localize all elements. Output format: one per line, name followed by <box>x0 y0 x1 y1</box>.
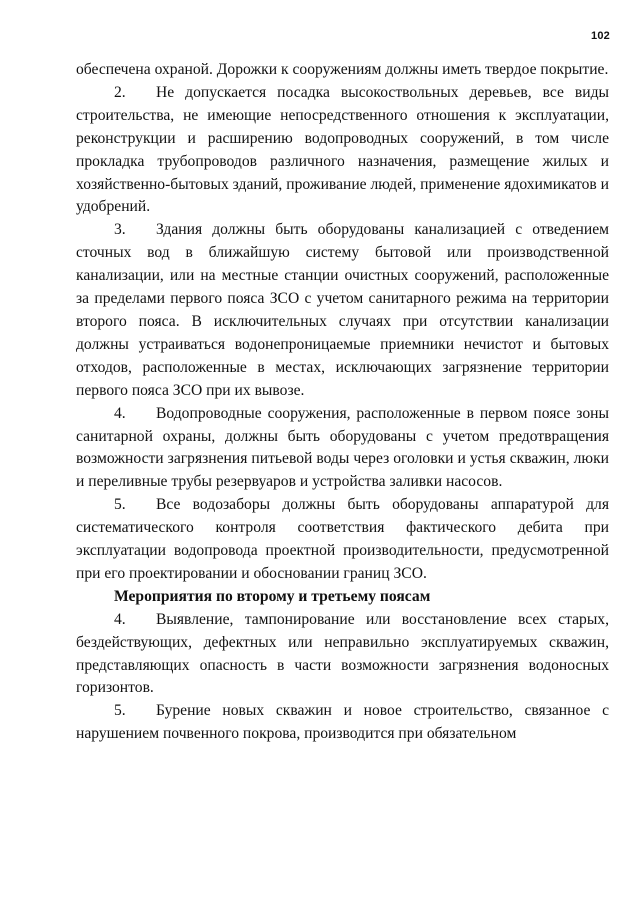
paragraph-text: Все водозаборы должны быть оборудованы аппаратурой для систематического контроля соответствия фактического дебита при эксплуатации водопровода проектной производительности, предусмотренной при его проектировании и обосновании границ ЗСО. <box>76 496 609 582</box>
paragraph-text: Бурение новых скважин и новое строительство, связанное с нарушением почвенного покрова, производится при обязательном <box>76 702 609 743</box>
paragraph-number: 5. <box>114 496 126 514</box>
paragraph-continuation: обеспечена охраной. Дорожки к сооружениям должны иметь твердое покрытие. <box>76 61 609 78</box>
section-paragraph-item-5 <box>76 700 609 746</box>
paragraph-number: 4. <box>114 610 126 628</box>
paragraph-item-4 <box>76 403 609 495</box>
section-paragraph-item-4 <box>76 609 609 701</box>
paragraph-text: Не допускается посадка высокоствольных деревьев, все виды строительства, не имеющие непосредственного отношения к эксплуатации, реконструкции и расширению водопроводных сооружений, в том числе прокладка трубопроводов различного назначения, размещение жилых и хозяйственно-бытовых зданий, проживание людей, применение ядохимикатов и удобрений. <box>76 83 609 216</box>
paragraph-text: Выявление, тампонирование или восстановление всех старых, бездействующих, дефектных или неправильно эксплуатируемых скважин, представляющих опасность в части возможности загрязнения водоносных горизонтов. <box>76 610 609 697</box>
page-number: 102 <box>591 30 610 42</box>
paragraph-item-3 <box>76 219 609 402</box>
document-body <box>76 59 609 746</box>
paragraph-number: 5. <box>114 702 126 720</box>
paragraph-item-5 <box>76 494 609 586</box>
paragraph-item-2 <box>76 82 609 219</box>
paragraph-text: Водопроводные сооружения, расположенные в первом поясе зоны санитарной охраны, должны быть оборудованы с учетом предотвращения возможности загрязнения питьевой воды через оголовки и устья скважин, люки и переливные трубы резервуаров и устройства заливки насосов. <box>76 404 609 491</box>
paragraph-text: Здания должны быть оборудованы канализацией с отведением сточных вод в ближайшую систему бытовой или производственной канализации, или на местные станции очистных сооружений, расположенные за пределами первого пояса ЗСО с учетом санитарного режима на территории второго пояса. В исключительных случаях при отсутствии канализации должны устраиваться водонепроницаемые приемники нечистот и бытовых отходов, расположенные в местах, исключающих загрязнение территории первого пояса ЗСО при их вывозе. <box>76 221 609 399</box>
paragraph-number: 3. <box>114 221 126 239</box>
section-heading: Мероприятия по второму и третьему поясам <box>114 587 431 605</box>
paragraph-number: 2. <box>114 83 126 101</box>
paragraph-number: 4. <box>114 404 126 422</box>
